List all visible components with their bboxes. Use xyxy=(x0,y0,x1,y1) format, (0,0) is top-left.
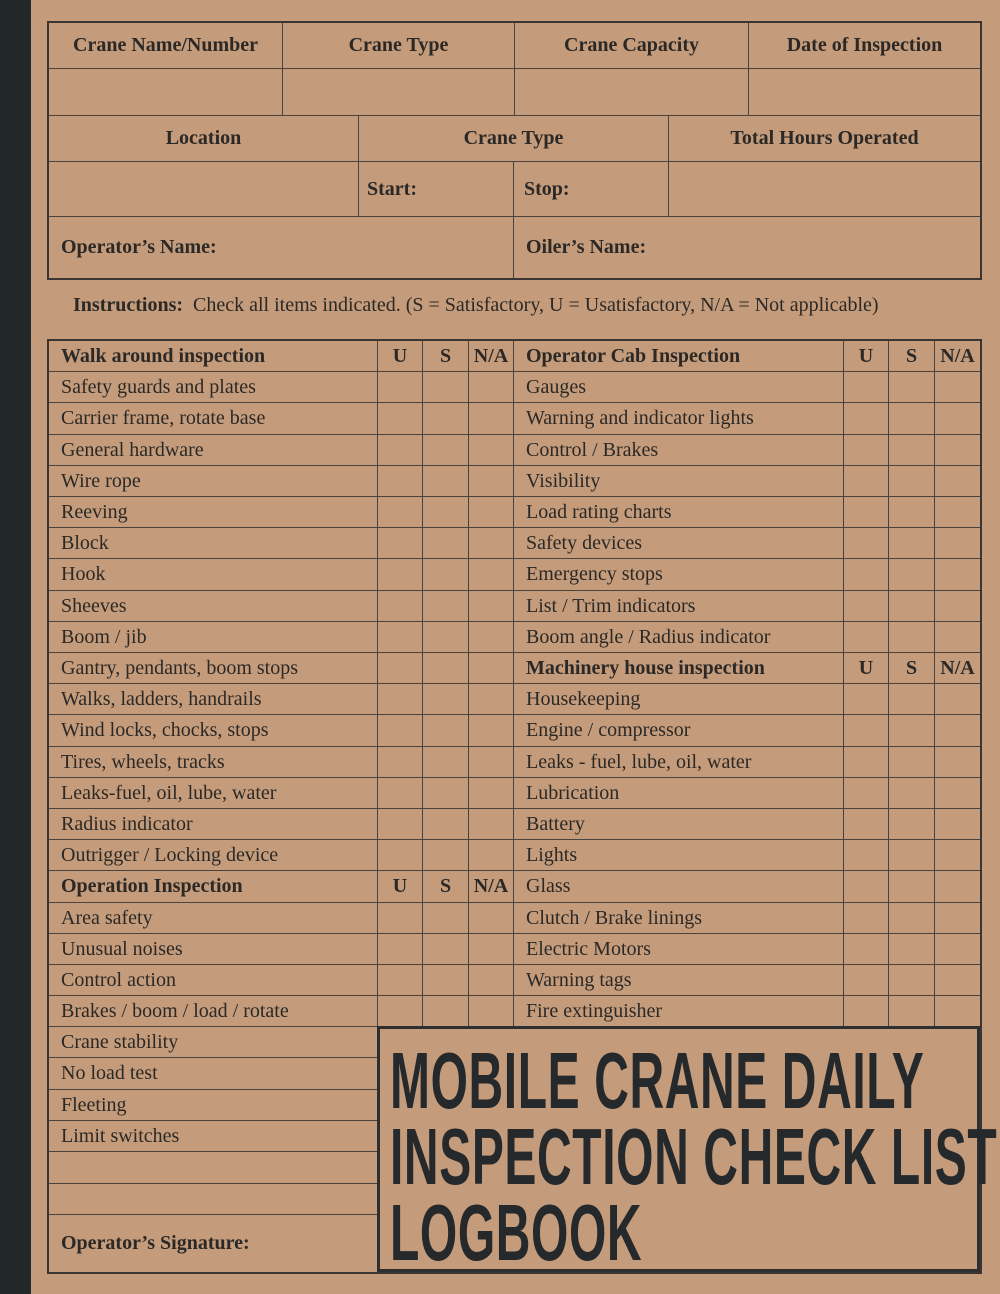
checkbox-na[interactable] xyxy=(468,714,514,747)
checkbox-s[interactable] xyxy=(888,964,935,996)
checkbox-s[interactable] xyxy=(422,714,469,747)
checkbox-na[interactable] xyxy=(468,746,514,778)
checkbox-na[interactable] xyxy=(934,777,981,809)
book-spine xyxy=(0,0,31,1294)
checklist-item-label: No load test xyxy=(48,1057,378,1090)
checklist-item-label: List / Trim indicators xyxy=(513,590,844,622)
checkbox-na[interactable] xyxy=(468,683,514,715)
checkbox-u[interactable] xyxy=(377,652,423,684)
checklist-item-label: Emergency stops xyxy=(513,558,844,591)
checkbox-na[interactable] xyxy=(468,465,514,497)
checklist-item-label: Leaks - fuel, lube, oil, water xyxy=(513,746,844,778)
checkbox-u[interactable] xyxy=(843,621,889,653)
checkbox-s[interactable] xyxy=(422,746,469,778)
checkbox-u[interactable] xyxy=(843,839,889,871)
checkbox-na[interactable] xyxy=(934,995,981,1027)
stop-field[interactable]: Stop: xyxy=(513,161,669,217)
checkbox-u[interactable] xyxy=(377,995,423,1027)
checkbox-s[interactable] xyxy=(888,496,935,528)
checkbox-s[interactable] xyxy=(888,870,935,903)
checkbox-u[interactable] xyxy=(843,496,889,528)
book-title-box xyxy=(377,1026,998,1277)
checklist-item-label: Limit switches xyxy=(48,1120,378,1152)
checklist-item-label: Hook xyxy=(48,558,378,591)
checkbox-u[interactable] xyxy=(843,777,889,809)
checkbox-s[interactable] xyxy=(422,590,469,622)
checkbox-s[interactable] xyxy=(422,652,469,684)
checkbox-na[interactable] xyxy=(468,527,514,559)
checkbox-s[interactable] xyxy=(888,714,935,747)
checkbox-s[interactable] xyxy=(888,558,935,591)
checklist-item-label: Unusual noises xyxy=(48,933,378,965)
checkbox-s[interactable] xyxy=(422,902,469,934)
instructions-label: Instructions: xyxy=(73,294,184,316)
checkbox-na[interactable] xyxy=(934,434,981,466)
start-field[interactable]: Start: xyxy=(358,161,514,217)
checkbox-na[interactable] xyxy=(934,558,981,591)
checkbox-s[interactable] xyxy=(888,527,935,559)
section-header: Operator Cab Inspection xyxy=(513,340,844,372)
checkbox-u[interactable] xyxy=(377,902,423,934)
checkbox-na[interactable] xyxy=(934,527,981,559)
title-line-1: MOBILE CRANE DAILY xyxy=(390,1036,925,1125)
checkbox-na[interactable] xyxy=(934,465,981,497)
column-header-s: S xyxy=(422,340,469,372)
checklist-item-label: Control / Brakes xyxy=(513,434,844,466)
checkbox-u[interactable] xyxy=(377,964,423,996)
checklist-item-label: Warning and indicator lights xyxy=(513,402,844,435)
checkbox-s[interactable] xyxy=(888,371,935,403)
checkbox-s[interactable] xyxy=(888,777,935,809)
blank-row[interactable] xyxy=(48,1183,378,1215)
title-line-3: LOGBOOK xyxy=(390,1188,643,1277)
header-label: Location xyxy=(48,115,359,162)
header-label: Crane Type xyxy=(282,22,515,69)
column-header-na: N/A xyxy=(934,652,981,684)
checkbox-u[interactable] xyxy=(843,402,889,435)
instructions-text: Check all items indicated. (S = Satisfactory, U = Usatisfactory, N/A = Not applicable) xyxy=(193,294,879,316)
blank-row[interactable] xyxy=(48,1151,378,1184)
header-input-field[interactable] xyxy=(748,68,981,116)
checkbox-s[interactable] xyxy=(422,402,469,435)
checkbox-s[interactable] xyxy=(422,465,469,497)
checklist-item-label: Walks, ladders, handrails xyxy=(48,683,378,715)
location-field[interactable] xyxy=(48,161,359,217)
checkbox-u[interactable] xyxy=(377,590,423,622)
checkbox-u[interactable] xyxy=(377,683,423,715)
column-header-u: U xyxy=(843,652,889,684)
checklist-item-label: Sheeves xyxy=(48,590,378,622)
checkbox-s[interactable] xyxy=(422,621,469,653)
checkbox-s[interactable] xyxy=(422,371,469,403)
checkbox-u[interactable] xyxy=(377,621,423,653)
checkbox-na[interactable] xyxy=(468,652,514,684)
checkbox-na[interactable] xyxy=(934,402,981,435)
title-line-2: INSPECTION CHECK LIST xyxy=(390,1112,998,1201)
checkbox-s[interactable] xyxy=(888,621,935,653)
checkbox-s[interactable] xyxy=(888,933,935,965)
checkbox-s[interactable] xyxy=(888,746,935,778)
checklist-item-label: Lubrication xyxy=(513,777,844,809)
checklist-item-label: Area safety xyxy=(48,902,378,934)
checkbox-u[interactable] xyxy=(377,839,423,871)
checklist-item-label: Fire extinguisher xyxy=(513,995,844,1027)
checkbox-u[interactable] xyxy=(843,995,889,1027)
checklist-item-label: Housekeeping xyxy=(513,683,844,715)
checklist-item-label: Safety devices xyxy=(513,527,844,559)
section-header: Machinery house inspection xyxy=(513,652,844,684)
section-header: Walk around inspection xyxy=(48,340,378,372)
checkbox-s[interactable] xyxy=(422,434,469,466)
checkbox-u[interactable] xyxy=(843,527,889,559)
column-header-u: U xyxy=(843,340,889,372)
checkbox-na[interactable] xyxy=(468,496,514,528)
checkbox-u[interactable] xyxy=(377,527,423,559)
checklist-item-label: Tires, wheels, tracks xyxy=(48,746,378,778)
column-header-u: U xyxy=(377,340,423,372)
checkbox-na[interactable] xyxy=(468,933,514,965)
checkbox-na[interactable] xyxy=(468,434,514,466)
checkbox-na[interactable] xyxy=(934,371,981,403)
checkbox-na[interactable] xyxy=(934,746,981,778)
checkbox-u[interactable] xyxy=(377,402,423,435)
checklist-item-label: Control action xyxy=(48,964,378,996)
checkbox-na[interactable] xyxy=(468,964,514,996)
checklist-item-label: Load rating charts xyxy=(513,496,844,528)
checkbox-s[interactable] xyxy=(422,964,469,996)
checklist-item-label: Clutch / Brake linings xyxy=(513,902,844,934)
checkbox-na[interactable] xyxy=(934,683,981,715)
checkbox-u[interactable] xyxy=(377,808,423,840)
checkbox-s[interactable] xyxy=(888,590,935,622)
checklist-item-label: Radius indicator xyxy=(48,808,378,840)
operator-name-field[interactable]: Operator’s Name: xyxy=(48,216,514,279)
checklist-item-label: Glass xyxy=(513,870,844,903)
checkbox-s[interactable] xyxy=(422,527,469,559)
column-header-s: S xyxy=(888,652,935,684)
header-input-field[interactable] xyxy=(514,68,749,116)
checkbox-s[interactable] xyxy=(422,558,469,591)
checkbox-u[interactable] xyxy=(377,496,423,528)
checklist-item-label: Fleeting xyxy=(48,1089,378,1121)
checklist-item-label: Safety guards and plates xyxy=(48,371,378,403)
column-header-s: S xyxy=(422,870,469,903)
checklist-item-label: Gantry, pendants, boom stops xyxy=(48,652,378,684)
checkbox-s[interactable] xyxy=(422,839,469,871)
checklist-item-label: Lights xyxy=(513,839,844,871)
checklist-item-label: Visibility xyxy=(513,465,844,497)
column-header-u: U xyxy=(377,870,423,903)
checkbox-u[interactable] xyxy=(377,933,423,965)
checklist-item-label: Leaks-fuel, oil, lube, water xyxy=(48,777,378,809)
checkbox-s[interactable] xyxy=(888,808,935,840)
checkbox-u[interactable] xyxy=(843,746,889,778)
checkbox-na[interactable] xyxy=(468,839,514,871)
checkbox-na[interactable] xyxy=(934,933,981,965)
checkbox-na[interactable] xyxy=(468,371,514,403)
checklist-item-label: Gauges xyxy=(513,371,844,403)
checklist-item-label: Carrier frame, rotate base xyxy=(48,402,378,435)
column-header-s: S xyxy=(888,340,935,372)
checkbox-s[interactable] xyxy=(888,683,935,715)
checkbox-u[interactable] xyxy=(843,902,889,934)
checklist-item-label: Outrigger / Locking device xyxy=(48,839,378,871)
header-label: Crane Name/Number xyxy=(48,22,283,69)
checkbox-s[interactable] xyxy=(422,995,469,1027)
checkbox-u[interactable] xyxy=(843,870,889,903)
checkbox-na[interactable] xyxy=(468,558,514,591)
checklist-item-label: Battery xyxy=(513,808,844,840)
checkbox-u[interactable] xyxy=(377,558,423,591)
header-input-field[interactable] xyxy=(48,68,283,116)
checkbox-na[interactable] xyxy=(934,839,981,871)
checkbox-s[interactable] xyxy=(422,496,469,528)
checkbox-na[interactable] xyxy=(468,777,514,809)
oiler-name-field[interactable]: Oiler’s Name: xyxy=(513,216,981,279)
total-hours-field[interactable] xyxy=(668,161,981,217)
checkbox-na[interactable] xyxy=(934,808,981,840)
checkbox-na[interactable] xyxy=(468,902,514,934)
checkbox-u[interactable] xyxy=(843,808,889,840)
column-header-na: N/A xyxy=(468,870,514,903)
checkbox-s[interactable] xyxy=(422,777,469,809)
checkbox-s[interactable] xyxy=(422,808,469,840)
checklist-item-label: Block xyxy=(48,527,378,559)
checklist-item-label: Boom angle / Radius indicator xyxy=(513,621,844,653)
checklist-item-label: Reeving xyxy=(48,496,378,528)
checkbox-na[interactable] xyxy=(468,995,514,1027)
checklist-item-label: Wind locks, chocks, stops xyxy=(48,714,378,747)
checkbox-s[interactable] xyxy=(422,933,469,965)
checkbox-s[interactable] xyxy=(888,902,935,934)
checkbox-s[interactable] xyxy=(888,995,935,1027)
checkbox-na[interactable] xyxy=(934,621,981,653)
checkbox-u[interactable] xyxy=(843,465,889,497)
checkbox-u[interactable] xyxy=(843,683,889,715)
checkbox-s[interactable] xyxy=(888,839,935,871)
header-label: Total Hours Operated xyxy=(668,115,981,162)
checklist-item-label: Wire rope xyxy=(48,465,378,497)
checkbox-na[interactable] xyxy=(468,808,514,840)
checklist-item-label: Boom / jib xyxy=(48,621,378,653)
column-header-na: N/A xyxy=(468,340,514,372)
section-header: Operation Inspection xyxy=(48,870,378,903)
checkbox-u[interactable] xyxy=(843,714,889,747)
checkbox-na[interactable] xyxy=(934,714,981,747)
checkbox-u[interactable] xyxy=(377,777,423,809)
header-label: Date of Inspection xyxy=(748,22,981,69)
checkbox-na[interactable] xyxy=(934,902,981,934)
checkbox-u[interactable] xyxy=(377,714,423,747)
header-label: Crane Capacity xyxy=(514,22,749,69)
operator-signature-field[interactable]: Operator’s Signature: xyxy=(48,1214,378,1273)
header-label: Crane Type xyxy=(358,115,669,162)
checkbox-na[interactable] xyxy=(468,590,514,622)
checkbox-s[interactable] xyxy=(888,402,935,435)
checkbox-na[interactable] xyxy=(468,402,514,435)
checkbox-na[interactable] xyxy=(934,496,981,528)
checkbox-na[interactable] xyxy=(934,590,981,622)
checkbox-u[interactable] xyxy=(843,434,889,466)
checkbox-u[interactable] xyxy=(843,933,889,965)
checkbox-u[interactable] xyxy=(377,371,423,403)
checkbox-na[interactable] xyxy=(934,870,981,903)
header-input-field[interactable] xyxy=(282,68,515,116)
checkbox-u[interactable] xyxy=(843,371,889,403)
checkbox-u[interactable] xyxy=(377,434,423,466)
checkbox-s[interactable] xyxy=(888,434,935,466)
checkbox-na[interactable] xyxy=(934,964,981,996)
checklist-item-label: General hardware xyxy=(48,434,378,466)
checklist-item-label: Warning tags xyxy=(513,964,844,996)
checkbox-na[interactable] xyxy=(468,621,514,653)
instructions xyxy=(73,294,879,317)
checkbox-u[interactable] xyxy=(843,590,889,622)
checkbox-s[interactable] xyxy=(422,683,469,715)
checkbox-s[interactable] xyxy=(888,465,935,497)
checkbox-u[interactable] xyxy=(843,558,889,591)
checkbox-u[interactable] xyxy=(377,746,423,778)
column-header-na: N/A xyxy=(934,340,981,372)
checkbox-u[interactable] xyxy=(377,465,423,497)
checklist-item-label: Engine / compressor xyxy=(513,714,844,747)
checkbox-u[interactable] xyxy=(843,964,889,996)
checklist-item-label: Electric Motors xyxy=(513,933,844,965)
checklist-item-label: Brakes / boom / load / rotate xyxy=(48,995,378,1027)
checklist-item-label: Crane stability xyxy=(48,1026,378,1058)
